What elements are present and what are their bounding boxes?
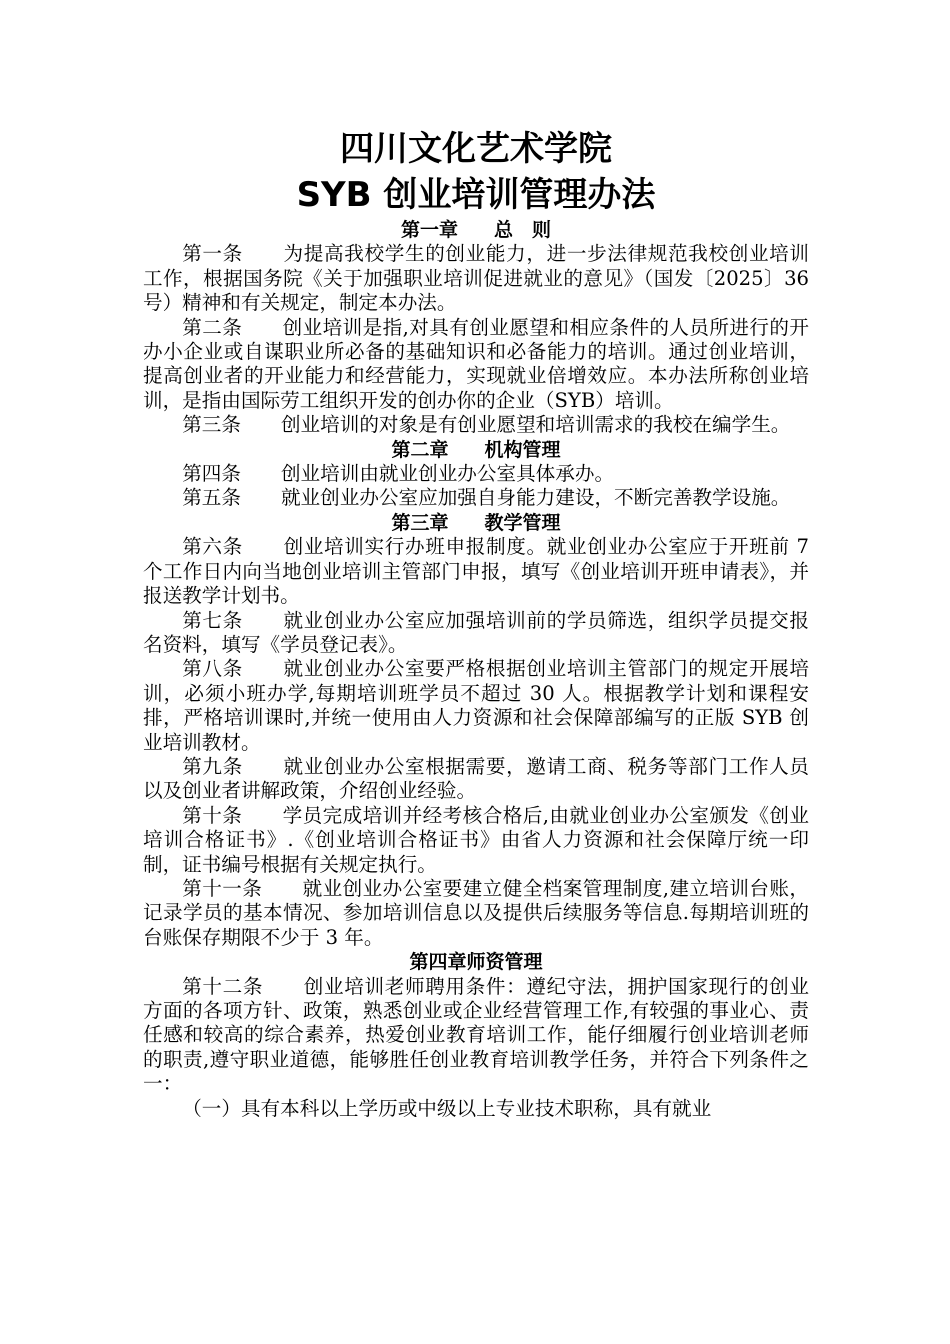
article-text: 为提高我校学生的创业能力，进一步法律规范我校创业培训工作，根据国务院《关于加强职业培训促进就业的意见》（国发〔2025〕36 号）精神和有关规定，制定本办法。 [143,242,810,315]
article-paragraph [143,462,809,486]
document-title-line2: SYB 创业培训管理办法 [296,175,656,215]
article-number: 第一条 [182,242,243,266]
article-paragraph [143,657,809,755]
article-number: 第六条 [182,535,243,559]
article-number: 第二条 [182,315,243,339]
article-paragraph [143,804,809,877]
article-text: 创业培训是指,对具有创业愿望和相应条件的人员所进行的开办小企业或自谋职业所必备的基础知识和必备能力的培训。通过创业培训，提高创业者的开业能力和经营能力，实现就业倍增效应。本办法所称创业培训，是指由国际劳工组织开发的创办你的企业（SYB）培训。 [143,315,810,412]
article-text: 就业创业办公室要建立健全档案管理制度,建立培训台账，记录学员的基本情况、参加培训信息以及提供后续服务等信息.每期培训班的台账保存期限不少于 3 年。 [143,876,810,949]
chapter-heading: 第三章 教学管理 [391,511,561,534]
article-paragraph [143,486,809,510]
article-number: 第七条 [182,608,243,632]
article-text: 创业培训的对象是有创业愿望和培训需求的我校在编学生。 [280,413,791,437]
article-paragraph [143,609,809,658]
article-text: 就业创业办公室应加强培训前的学员筛选，组织学员提交报名资料，填写《学员登记表》。 [143,608,810,656]
article-paragraph [143,535,809,608]
article-number: 第十二条 [182,974,264,998]
article-text: 学员完成培训并经考核合格后,由就业创业办公室颁发《创业培训合格证书》.《创业培训合格证书》由省人力资源和社会保障厅统一印制，证书编号根据有关规定执行。 [143,803,810,876]
article-paragraph [143,755,809,804]
article-number: 第十一条 [182,876,263,900]
article-number: 第九条 [182,754,243,778]
article-paragraph [143,1097,809,1121]
article-text: 就业创业办公室要严格根据创业培训主管部门的规定开展培训，必须小班办学,每期培训班学员不超过 30 人。根据教学计划和课程安排，严格培训课时,并统一使用由人力资源和社会保障部编写的正版 SYB 创业培训教材。 [143,657,810,754]
document-title-line1: 四川文化艺术学院 [340,129,612,169]
article-text: 创业培训由就业创业办公室具体承办。 [280,462,615,486]
article-text: 创业培训老师聘用条件：遵纪守法，拥护国家现行的创业方面的各项方针、政策，熟悉创业或企业经营管理工作,有较强的事业心、责任感和较高的综合素养，热爱创业教育培训工作，能仔细履行创业培训老师的职责,遵守职业道德，能够胜任创业教育培训教学任务，并符合下列条件之一： [143,974,810,1096]
article-text: （一）具有本科以上学历或中级以上专业技术职称，具有就业 [182,1096,712,1120]
article-number: 第四条 [182,462,241,486]
chapter-heading: 第四章师资管理 [409,951,543,974]
article-text: 就业创业办公室根据需要，邀请工商、税务等部门工作人员以及创业者讲解政策，介绍创业经验。 [143,754,810,803]
article-paragraph [143,316,809,414]
article-number: 第五条 [182,486,241,510]
article-text: 就业创业办公室应加强自身能力建设，不断完善教学设施。 [280,486,791,510]
article-paragraph [143,877,809,950]
chapter-heading: 第一章 总 则 [400,219,552,241]
article-paragraph [143,413,809,437]
article-number: 第八条 [182,657,243,681]
article-number: 第三条 [182,413,241,437]
chapter-heading: 第二章 机构管理 [391,438,561,461]
document-page [143,126,809,1121]
article-number: 第十条 [182,803,243,827]
article-text: 创业培训实行办班申报制度。就业创业办公室应于开班前 7 个工作日内向当地创业培训主管部门申报，填写《创业培训开班申请表》，并报送教学计划书。 [143,535,809,608]
article-paragraph [143,242,809,315]
article-paragraph [143,975,809,1097]
